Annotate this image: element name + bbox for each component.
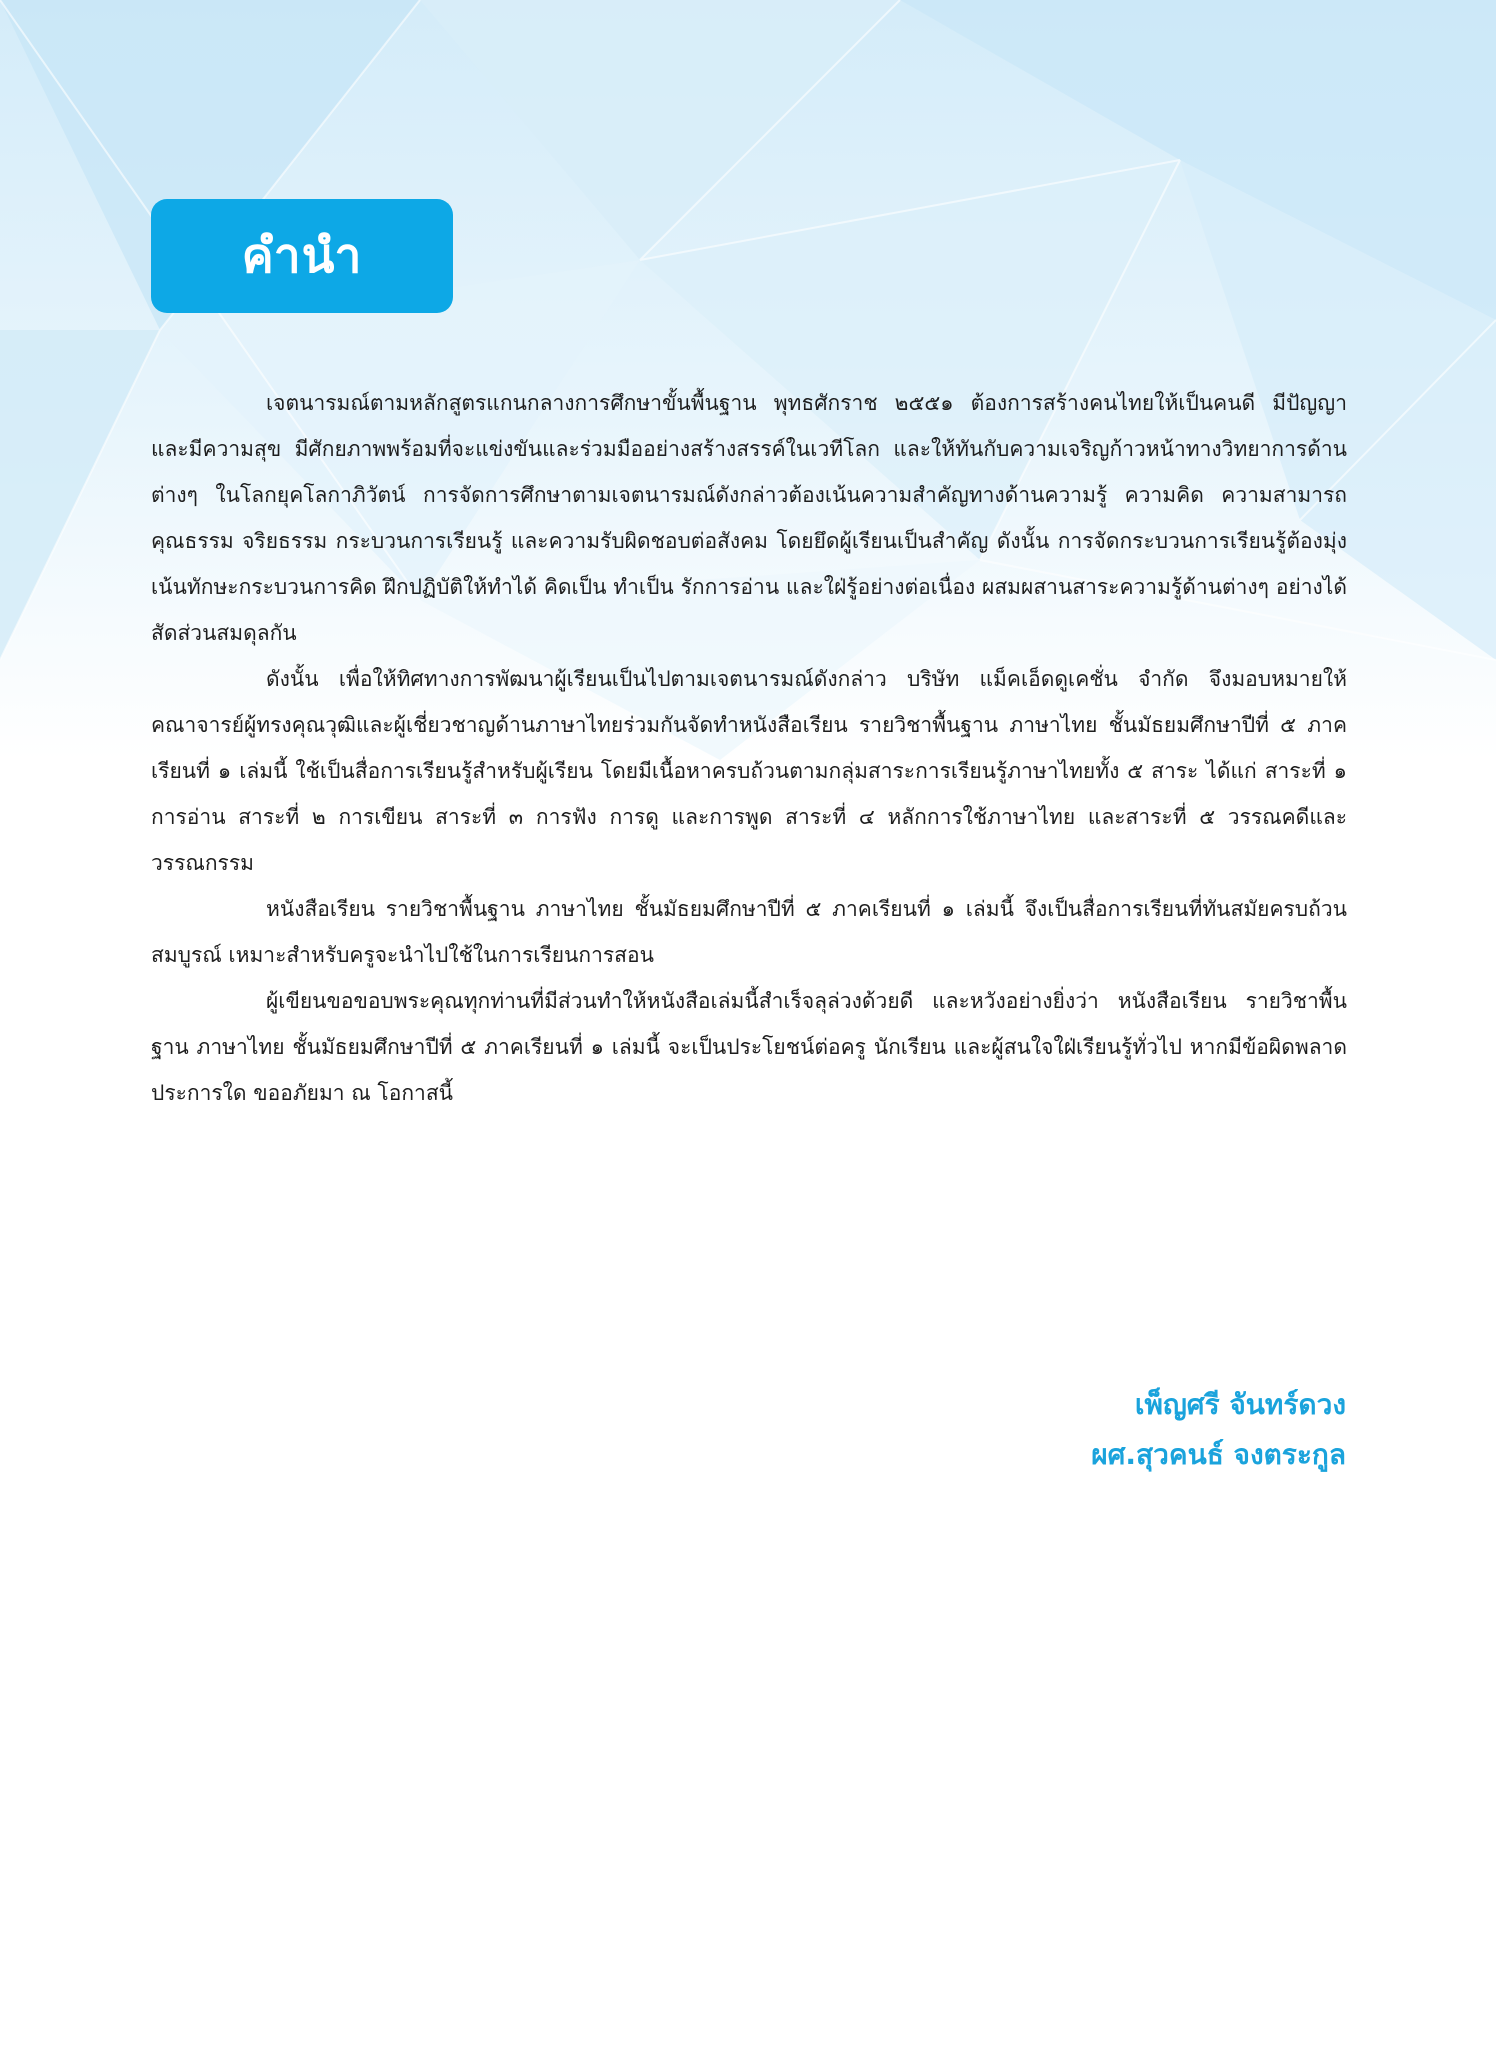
paragraph: ดังนั้น เพื่อให้ทิศทางการพัฒนาผู้เรียนเป็นไปตามเจตนารมณ์ดังกล่าว บริษัท แม็คเอ็ดดูเคชั่น จำกัด จึงมอบหมายให้คณาจารย์ผู้ทรงคุณวุฒิและผู้เชี่ยวชาญด้านภาษาไทยร่วมกันจัดทำหนังสือเรียน รายวิชาพื้นฐาน ภาษาไทย ชั้นมัธยมศึกษาปีที่ ๕ ภาคเรียนที่ ๑ เล่มนี้ ใช้เป็นสื่อการเรียนรู้สำหรับผู้เรียน โดยมีเนื้อหาครบถ้วนตามกลุ่มสาระการเรียนรู้ภาษาไทยทั้ง ๕ สาระ ได้แก่ สาระที่ ๑ การอ่าน สาระที่ ๒ การเขียน สาระที่ ๓ การฟัง การดู และการพูด สาระที่ ๔ หลักการใช้ภาษาไทย และสาระที่ ๕ วรรณคดีและวรรณกรรม [151,667,1347,875]
author-name: ผศ.สุวคนธ์ จงตระกูล [1091,1438,1346,1471]
preface-body [151,380,1347,1116]
author-signature [1091,1380,1346,1480]
paragraph: หนังสือเรียน รายวิชาพื้นฐาน ภาษาไทย ชั้นมัธยมศึกษาปีที่ ๕ ภาคเรียนที่ ๑ เล่มนี้ จึงเป็นสื่อการเรียนที่ทันสมัยครบถ้วนสมบูรณ์ เหมาะสำหรับครูจะนำไปใช้ในการเรียนการสอน [151,897,1347,967]
author-name: เพ็ญศรี จันทร์ดวง [1134,1388,1346,1421]
paragraph: เจตนารมณ์ตามหลักสูตรแกนกลางการศึกษาขั้นพื้นฐาน พุทธศักราช ๒๕๕๑ ต้องการสร้างคนไทยให้เป็นคนดี มีปัญญา และมีความสุข มีศักยภาพพร้อมที่จะแข่งขันและร่วมมืออย่างสร้างสรรค์ในเวทีโลก และให้ทันกับความเจริญก้าวหน้าทางวิทยาการด้านต่างๆ ในโลกยุคโลกาภิวัตน์ การจัดการศึกษาตามเจตนารมณ์ดังกล่าวต้องเน้นความสำคัญทางด้านความรู้ ความคิด ความสามารถ คุณธรรม จริยธรรม กระบวนการเรียนรู้ และความรับผิดชอบต่อสังคม โดยยึดผู้เรียนเป็นสำคัญ ดังนั้น การจัดกระบวนการเรียนรู้ต้องมุ่งเน้นทักษะกระบวนการคิด ฝึกปฏิบัติให้ทำได้ คิดเป็น ทำเป็น รักการอ่าน และใฝ่รู้อย่างต่อเนื่อง ผสมผสานสาระความรู้ด้านต่างๆ อย่างได้สัดส่วนสมดุลกัน [151,391,1347,645]
page-title-banner [151,199,453,313]
paragraph: ผู้เขียนขอขอบพระคุณทุกท่านที่มีส่วนทำให้หนังสือเล่มนี้สำเร็จลุล่วงด้วยดี และหวังอย่างยิ่งว่า หนังสือเรียน รายวิชาพื้นฐาน ภาษาไทย ชั้นมัธยมศึกษาปีที่ ๕ ภาคเรียนที่ ๑ เล่มนี้ จะเป็นประโยชน์ต่อครู นักเรียน และผู้สนใจใฝ่เรียนรู้ทั่วไป หากมีข้อผิดพลาดประการใด ขออภัยมา ณ โอกาสนี้ [151,989,1347,1105]
page-title: คำนำ [241,228,363,284]
